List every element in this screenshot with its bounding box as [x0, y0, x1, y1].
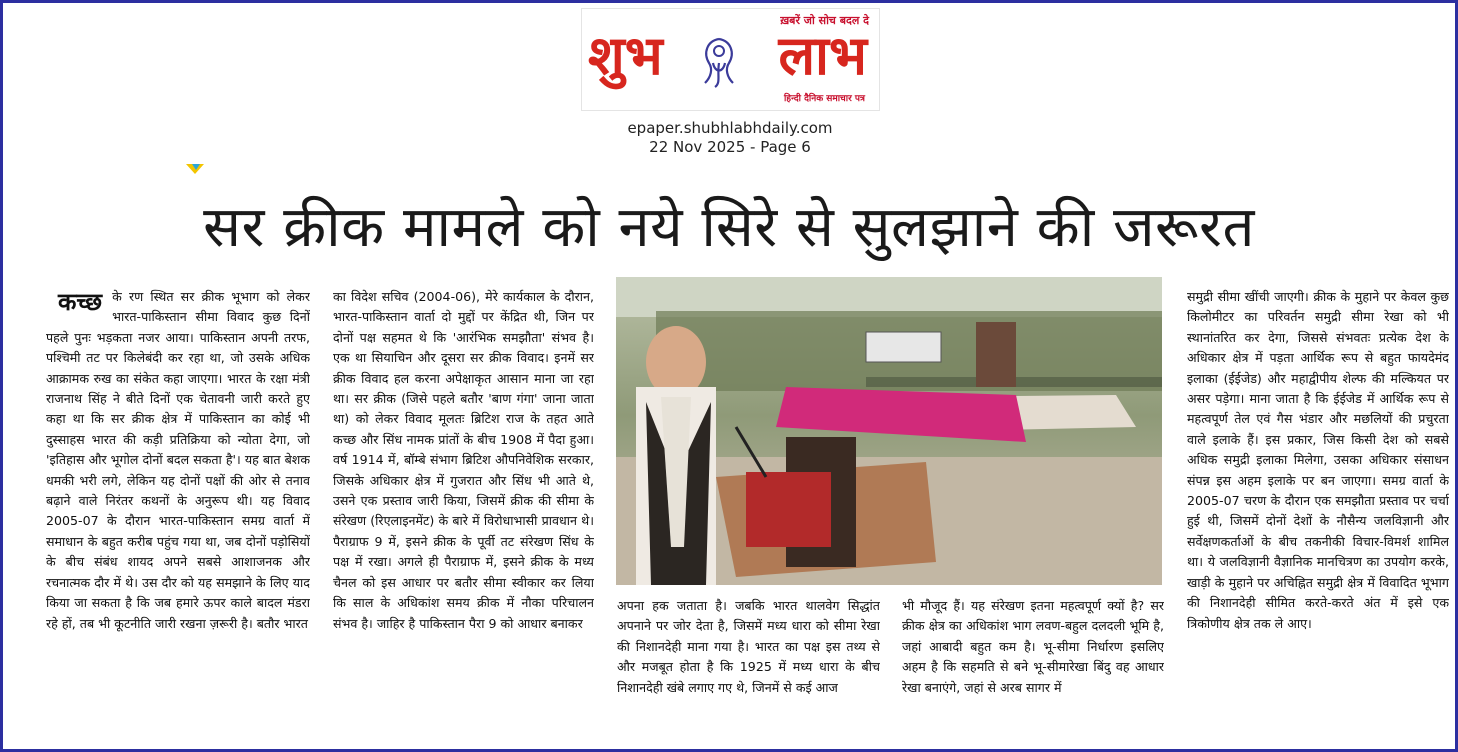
brand-left: शुभ [588, 24, 663, 87]
ganesha-icon [697, 33, 741, 91]
dateline: कच्छ [58, 288, 103, 316]
masthead-logo[interactable] [581, 8, 880, 111]
article-headline: सर क्रीक मामले को नये सिरे से सुलझाने की जरूरत [203, 195, 1255, 260]
article-column-2: का विदेश सचिव (2004-06), मेरे कार्यकाल के दौरान, भारत-पाकिस्तान वार्ता दो मुद्दों पर केंद्रित थी, जिन पर दोनों पक्ष सहमत थे कि 'आरंभिक समझौता' संभव है। एक था सियाचिन और दूसरा सर क्रीक विवाद। इनमें सर क्रीक विवाद हल करना अपेक्षाकृत आसान माना जा रहा था। सर क्रीक (जिसे पहले बतौर 'बाण गंगा' जाना जाता था) को लेकर विवाद मूलतः ब्रिटिश राज के तहत आते कच्छ और सिंध नामक प्रांतों के बीच 1908 में पैदा हुआ। वर्ष 1914 में, बॉम्बे संभाग ब्रिटिश औपनिवेशिक सरकार, जिसके अधिकार क्षेत्र में गुजरात और सिंध भी आते थे, उसने एक प्रस्ताव जारी किया, जिसमें क्रीक की सीमा के संरेखण (रिएलाइनमेंट) के बारे में विरोधाभासी प्रावधान थे। पैराग्राफ 9 में, इसने क्रीक के पूर्वी तट संरेखण सिंध के पक्ष में रखा। अगले ही पैराग्राफ में, इसने क्रीक के मध्य चैनल को इस आधार पर बतौर सीमा स्वीकार कर लिया कि साल के अधिकांश समय क्रीक में नौका परिचालन संभव है। जाहिर है पाकिस्तान पैरा 9 को आधार बनाकर [333, 289, 594, 631]
masthead-subtitle: हिन्दी दैनिक समाचार पत्र [783, 94, 865, 104]
article-column-1 [46, 287, 310, 727]
article-column-3: अपना हक जताता है। जबकि भारत थालवेग सिद्धांत अपनाने पर जोर देता है, जिसमें मध्य धारा को सीमा रेखा की निशानदेही माना गया है। भारत का पक्ष इस तथ्य से और मजबूत होता है कि 1925 में मध्य धारा के बीच निशानदेही खंबे लगाए गए थे, जिनमें से कई आज [617, 598, 880, 695]
column-1-text: के रण स्थित सर क्रीक भूभाग को लेकर भारत-पाकिस्तान सीमा विवाद कुछ दिनों पहले पुनः भड़कता नजर आया। पाकिस्तान अपनी तरफ, पश्चिमी तट पर किलेबंदी कर रहा था, जो उसके अधिक आक्रामक रुख का संकेत कहा जाएगा। भारत के रक्षा मंत्री राजनाथ सिंह ने बीते दिनों एक चेतावनी जारी करते हुए कहा था कि सर क्रीक क्षेत्र में पाकिस्तान का कोई भी दुस्साहस भारत की कड़ी प्रतिक्रिया को न्योता देगा, जो 'इतिहास और भूगोल दोनों बदल सकता है'। यह बात बेशक धमकी भरी लगे, लेकिन यह दोनों पक्षों की ओर से तनाव बढ़ाने वाले निरंतर कथनों के अनुरूप थी। यह विवाद 2005-07 के दौरान भारत-पाकिस्तान समग्र वार्ता में समाधान के बहुत करीब पहुंच गया था, जब दोनों पड़ोसियों के बीच संबंध शायद अपने सबसे आशाजनक और रचनात्मक दौर में थे। उस दौर को यह समझाने के लिए याद किया जा सकता है कि जब हमारे ऊपर काले बादल मंडरा रहे हों, तब भी कूटनीति जारी रखना ज़रूरी है। बतौर भारत [46, 289, 310, 631]
article-photo [616, 277, 1162, 585]
brand-right: लाभ [778, 24, 867, 87]
article-column-4: भी मौजूद हैं। यह संरेखण इतना महत्वपूर्ण क्यों है? सर क्रीक क्षेत्र का अधिकांश भाग लवण-बहुल दलदली भूमि है, जहां आबादी बहुत कम है। भू-सीमा निर्धारण इसलिए अहम है कि सहमति से बने भू-सीमारेखा बिंदु वह आधार रेखा बनाएंगे, जहां से अरब सागर में [902, 598, 1164, 695]
clip-marker-accent [192, 164, 200, 170]
date-page: 22 Nov 2025 - Page 6 [649, 138, 811, 156]
photo-illustration [616, 277, 1162, 585]
edition-info [580, 119, 880, 157]
masthead-tagline: ख़बरें जो सोच बदल दे [780, 14, 869, 27]
article-column-5: समुद्री सीमा खींची जाएगी। क्रीक के मुहाने पर केवल कुछ किलोमीटर का परिवर्तन समुद्री सीमा रेखा को भी स्थानांतरित कर देगा, जिससे संभवतः प्रत्येक देश के अधिकार क्षेत्र में पड़ता आर्थिक रूप से बहुत फायदेमंद इलाका (ईईजेड) और महाद्वीपीय शेल्फ की मल्कियत पर असर पड़ेगा। माना जाता है कि ईईजेड में आर्थिक रूप से महत्वपूर्ण तेल एवं गैस भंडार और मछलियों की प्रचुरता वाले इलाके हैं। इस प्रकार, जिस किसी देश को सबसे अधिक समुद्री इलाका मिलेगा, उसका अधिकार संसाधन संपन्न इस अहम इलाके पर बन जाएगा। समग्र वार्ता के 2005-07 चरण के दौरान एक समझौता प्रस्ताव पर चर्चा हुई थी, जिसमें दोनों देशों के नौसैन्य जलविज्ञानी और सर्वेक्षणकर्ताओं के बीच तकनीकी विचार-विमर्श शामिल था। ये जलविज्ञानी वैज्ञानिक मानचित्रण का उपयोग करके, खाड़ी के मुहाने पर अचिह्नित समुद्री क्षेत्र में विवादित भूभाग की निशानदेही सीमित करते-करते अंत में इसे एक त्रिकोणीय क्षेत्र तक ले आए। [1187, 289, 1449, 631]
site-url[interactable]: epaper.shubhlabhdaily.com [627, 119, 833, 137]
